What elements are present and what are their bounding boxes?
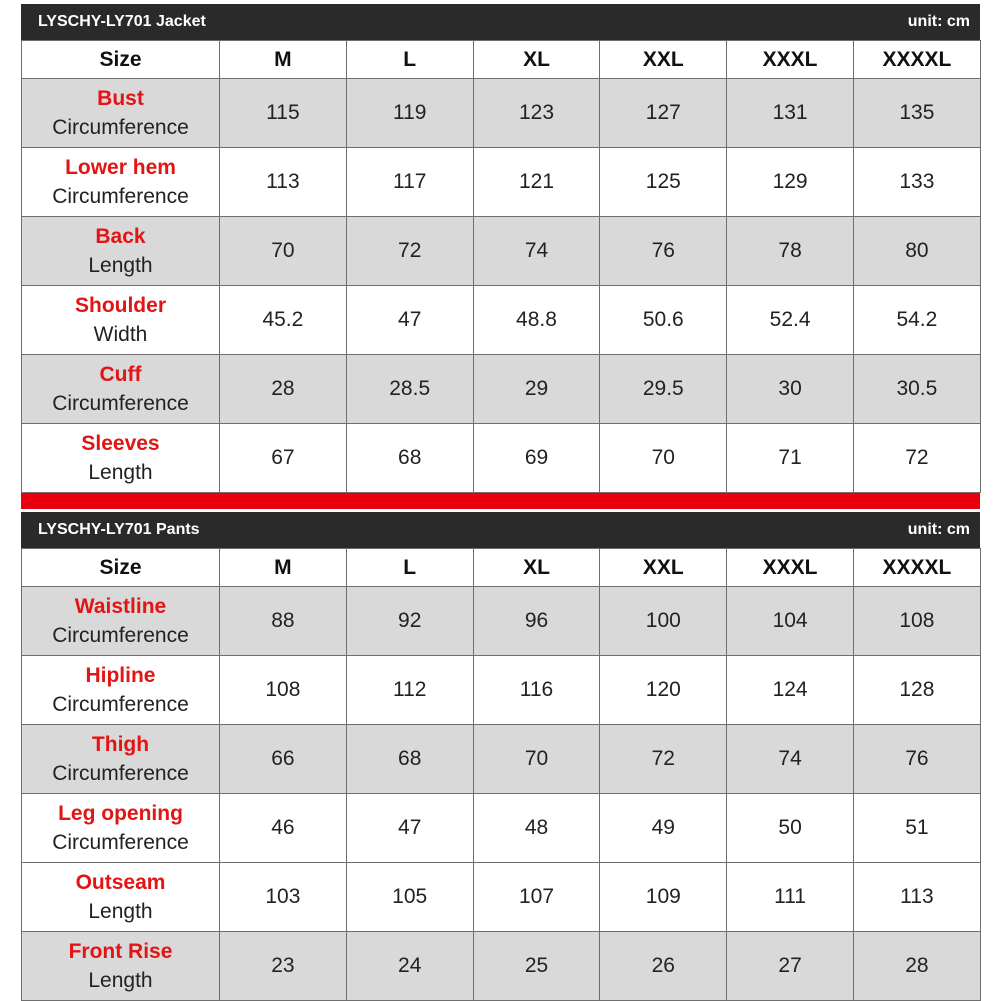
row-label-bottom: Length <box>88 461 153 484</box>
red-divider <box>21 493 980 509</box>
value-cell: 80 <box>853 217 980 286</box>
row-label <box>22 863 220 932</box>
value-cell: 76 <box>853 725 980 794</box>
header-cell: XXXL <box>727 549 854 587</box>
table-row <box>22 424 981 493</box>
value-cell: 113 <box>220 148 347 217</box>
value-cell: 50 <box>727 794 854 863</box>
value-cell: 67 <box>220 424 347 493</box>
row-label-bottom: Length <box>88 254 153 277</box>
jacket-title: LYSCHY-LY701 Jacket <box>38 13 206 30</box>
value-cell: 23 <box>220 932 347 1001</box>
value-cell: 48.8 <box>473 286 600 355</box>
row-label-top: Thigh <box>91 733 150 756</box>
value-cell: 27 <box>727 932 854 1001</box>
value-cell: 108 <box>220 656 347 725</box>
row-label <box>22 424 220 493</box>
row-label <box>22 286 220 355</box>
pants-title-bar <box>21 512 980 548</box>
value-cell: 28.5 <box>346 355 473 424</box>
header-cell: XXXL <box>727 41 854 79</box>
row-label-top: Back <box>95 225 146 248</box>
row-label-top: Sleeves <box>81 432 160 455</box>
value-cell: 29 <box>473 355 600 424</box>
row-label-top: Bust <box>97 87 144 110</box>
row-label-bottom: Length <box>88 969 153 992</box>
row-label <box>22 656 220 725</box>
table-row <box>22 794 981 863</box>
header-cell: XL <box>473 549 600 587</box>
header-cell: L <box>346 41 473 79</box>
value-cell: 100 <box>600 587 727 656</box>
header-cell: Size <box>22 41 220 79</box>
value-cell: 115 <box>220 79 347 148</box>
value-cell: 25 <box>473 932 600 1001</box>
value-cell: 88 <box>220 587 347 656</box>
value-cell: 28 <box>220 355 347 424</box>
value-cell: 72 <box>600 725 727 794</box>
value-cell: 47 <box>346 794 473 863</box>
value-cell: 116 <box>473 656 600 725</box>
header-cell: XXL <box>600 549 727 587</box>
value-cell: 71 <box>727 424 854 493</box>
value-cell: 72 <box>853 424 980 493</box>
value-cell: 127 <box>600 79 727 148</box>
value-cell: 30.5 <box>853 355 980 424</box>
row-label-top: Hipline <box>85 664 156 687</box>
value-cell: 92 <box>346 587 473 656</box>
row-label <box>22 794 220 863</box>
value-cell: 70 <box>473 725 600 794</box>
pants-unit: unit: cm <box>907 521 970 538</box>
value-cell: 74 <box>473 217 600 286</box>
row-label-bottom: Circumference <box>52 185 189 208</box>
row-label <box>22 587 220 656</box>
header-cell: XXL <box>600 41 727 79</box>
value-cell: 46 <box>220 794 347 863</box>
value-cell: 69 <box>473 424 600 493</box>
jacket-unit: unit: cm <box>907 13 970 30</box>
value-cell: 128 <box>853 656 980 725</box>
value-cell: 104 <box>727 587 854 656</box>
pants-table <box>21 548 981 1001</box>
row-label-top: Leg opening <box>58 802 183 825</box>
value-cell: 129 <box>727 148 854 217</box>
row-label-bottom: Circumference <box>52 693 189 716</box>
jacket-size-chart <box>21 4 980 493</box>
value-cell: 109 <box>600 863 727 932</box>
value-cell: 30 <box>727 355 854 424</box>
pants-size-chart <box>21 512 980 1001</box>
value-cell: 107 <box>473 863 600 932</box>
header-cell: L <box>346 549 473 587</box>
value-cell: 47 <box>346 286 473 355</box>
header-cell: M <box>220 41 347 79</box>
header-cell: Size <box>22 549 220 587</box>
row-label-bottom: Width <box>93 323 148 346</box>
value-cell: 70 <box>220 217 347 286</box>
table-row <box>22 863 981 932</box>
table-row <box>22 148 981 217</box>
row-label <box>22 148 220 217</box>
row-label-top: Shoulder <box>74 294 166 317</box>
row-label <box>22 932 220 1001</box>
value-cell: 121 <box>473 148 600 217</box>
jacket-table <box>21 40 981 493</box>
value-cell: 113 <box>853 863 980 932</box>
value-cell: 108 <box>853 587 980 656</box>
table-row <box>22 932 981 1001</box>
table-row <box>22 79 981 148</box>
value-cell: 45.2 <box>220 286 347 355</box>
pants-title: LYSCHY-LY701 Pants <box>38 521 200 538</box>
value-cell: 111 <box>727 863 854 932</box>
row-label-bottom: Circumference <box>52 762 189 785</box>
row-label-top: Outseam <box>75 871 166 894</box>
value-cell: 28 <box>853 932 980 1001</box>
value-cell: 117 <box>346 148 473 217</box>
value-cell: 125 <box>600 148 727 217</box>
row-label-bottom: Circumference <box>52 624 189 647</box>
value-cell: 135 <box>853 79 980 148</box>
value-cell: 124 <box>727 656 854 725</box>
value-cell: 103 <box>220 863 347 932</box>
table-row <box>22 725 981 794</box>
value-cell: 48 <box>473 794 600 863</box>
jacket-title-bar <box>21 4 980 40</box>
header-cell: M <box>220 549 347 587</box>
value-cell: 49 <box>600 794 727 863</box>
row-label-bottom: Circumference <box>52 116 189 139</box>
value-cell: 112 <box>346 656 473 725</box>
table-row <box>22 286 981 355</box>
value-cell: 52.4 <box>727 286 854 355</box>
header-cell: XXXXL <box>853 41 980 79</box>
value-cell: 76 <box>600 217 727 286</box>
value-cell: 26 <box>600 932 727 1001</box>
row-label <box>22 79 220 148</box>
row-label <box>22 355 220 424</box>
row-label-top: Waistline <box>74 595 167 618</box>
value-cell: 133 <box>853 148 980 217</box>
value-cell: 105 <box>346 863 473 932</box>
value-cell: 119 <box>346 79 473 148</box>
value-cell: 120 <box>600 656 727 725</box>
value-cell: 68 <box>346 725 473 794</box>
row-label <box>22 725 220 794</box>
row-label-top: Front Rise <box>68 940 173 963</box>
row-label-bottom: Circumference <box>52 392 189 415</box>
table-row <box>22 355 981 424</box>
row-label-bottom: Circumference <box>52 831 189 854</box>
table-row <box>22 217 981 286</box>
value-cell: 96 <box>473 587 600 656</box>
header-cell: XL <box>473 41 600 79</box>
value-cell: 50.6 <box>600 286 727 355</box>
row-label-bottom: Length <box>88 900 153 923</box>
pants-header-row <box>22 549 981 587</box>
row-label-top: Lower hem <box>65 156 176 179</box>
value-cell: 70 <box>600 424 727 493</box>
value-cell: 51 <box>853 794 980 863</box>
table-row <box>22 656 981 725</box>
value-cell: 66 <box>220 725 347 794</box>
value-cell: 24 <box>346 932 473 1001</box>
row-label-top: Cuff <box>99 363 142 386</box>
value-cell: 78 <box>727 217 854 286</box>
jacket-header-row <box>22 41 981 79</box>
row-label <box>22 217 220 286</box>
value-cell: 54.2 <box>853 286 980 355</box>
header-cell: XXXXL <box>853 549 980 587</box>
value-cell: 72 <box>346 217 473 286</box>
value-cell: 68 <box>346 424 473 493</box>
value-cell: 123 <box>473 79 600 148</box>
table-row <box>22 587 981 656</box>
value-cell: 74 <box>727 725 854 794</box>
value-cell: 131 <box>727 79 854 148</box>
value-cell: 29.5 <box>600 355 727 424</box>
